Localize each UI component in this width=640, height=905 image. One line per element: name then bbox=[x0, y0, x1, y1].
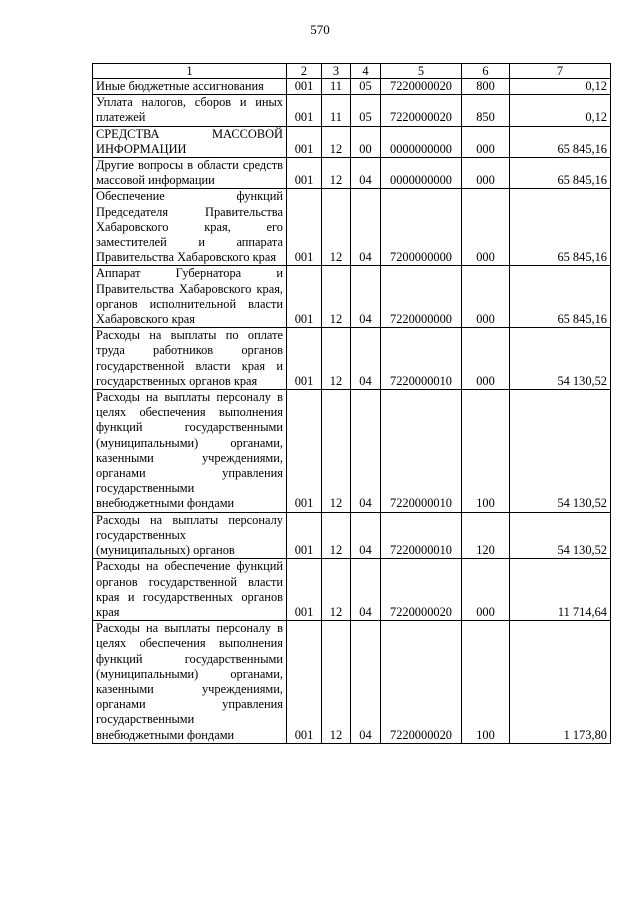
row-section-cell: 11 bbox=[322, 95, 351, 126]
table-header-row bbox=[93, 64, 611, 79]
row-target-article-cell: 7220000020 bbox=[381, 79, 462, 95]
header-cell: 4 bbox=[351, 64, 381, 79]
row-name-cell bbox=[93, 559, 287, 621]
row-amount-cell: 54 130,52 bbox=[510, 328, 611, 390]
row-expense-type-cell: 000 bbox=[462, 328, 510, 390]
table-row bbox=[93, 512, 611, 559]
row-amount-cell: 11 714,64 bbox=[510, 559, 611, 621]
row-target-article-cell: 7220000020 bbox=[381, 559, 462, 621]
row-code-ministry-cell: 001 bbox=[287, 95, 322, 126]
row-name-cell bbox=[93, 390, 287, 513]
row-subsection-cell: 04 bbox=[351, 328, 381, 390]
row-target-article-cell: 0000000000 bbox=[381, 158, 462, 189]
row-name-cell bbox=[93, 95, 287, 126]
row-code-ministry-cell: 001 bbox=[287, 158, 322, 189]
row-subsection-cell: 04 bbox=[351, 158, 381, 189]
header-cell: 6 bbox=[462, 64, 510, 79]
row-target-article-cell: 7220000010 bbox=[381, 512, 462, 559]
row-target-article-cell: 7220000020 bbox=[381, 95, 462, 126]
row-code-ministry-cell: 001 bbox=[287, 126, 322, 157]
row-section-cell: 12 bbox=[322, 621, 351, 744]
row-section-cell: 12 bbox=[322, 158, 351, 189]
row-code-ministry-cell: 001 bbox=[287, 559, 322, 621]
row-amount-cell: 54 130,52 bbox=[510, 390, 611, 513]
row-subsection-cell: 04 bbox=[351, 390, 381, 513]
row-code-ministry-cell: 001 bbox=[287, 79, 322, 95]
row-amount-cell: 65 845,16 bbox=[510, 158, 611, 189]
row-section-cell: 12 bbox=[322, 390, 351, 513]
row-subsection-cell: 05 bbox=[351, 95, 381, 126]
row-amount-cell: 1 173,80 bbox=[510, 621, 611, 744]
table-row bbox=[93, 621, 611, 744]
budget-table bbox=[92, 63, 611, 744]
row-name-cell bbox=[93, 266, 287, 328]
row-name-text: Аппарат Губернатора и Правительства Хабаровского края, органов исполнительной власти Хабаровского края bbox=[96, 266, 283, 327]
row-target-article-cell: 7220000010 bbox=[381, 328, 462, 390]
row-name-text: Другие вопросы в области средств массовой информации bbox=[96, 158, 283, 188]
row-expense-type-cell: 000 bbox=[462, 266, 510, 328]
row-name-text: Расходы на обеспечение функций органов государственной власти края и государственных органов края bbox=[96, 559, 283, 619]
row-expense-type-cell: 000 bbox=[462, 189, 510, 266]
row-name-cell bbox=[93, 512, 287, 559]
row-expense-type-cell: 100 bbox=[462, 621, 510, 744]
row-code-ministry-cell: 001 bbox=[287, 621, 322, 744]
row-section-cell: 12 bbox=[322, 512, 351, 559]
table-row bbox=[93, 79, 611, 95]
row-name-cell bbox=[93, 158, 287, 189]
table-row bbox=[93, 95, 611, 126]
row-section-cell: 12 bbox=[322, 559, 351, 621]
row-subsection-cell: 04 bbox=[351, 512, 381, 559]
row-name-text: СРЕДСТВА МАССОВОЙ ИНФОРМАЦИИ bbox=[96, 126, 283, 156]
row-target-article-cell: 7220000010 bbox=[381, 390, 462, 513]
row-expense-type-cell: 800 bbox=[462, 79, 510, 95]
row-subsection-cell: 04 bbox=[351, 621, 381, 744]
row-name-text: Расходы на выплаты персоналу в целях обеспечения выполнения функций государственными (муниципальными) органами, казенными учреждениями, органами управления государственными внебюджетными фондами bbox=[96, 390, 283, 511]
row-name-text: Расходы на выплаты персоналу в целях обеспечения выполнения функций государственными (муниципальными) органами, казенными учреждениями, органами управления государственными внебюджетными фондами bbox=[96, 621, 283, 742]
row-name-cell bbox=[93, 189, 287, 266]
row-name-cell bbox=[93, 79, 287, 95]
row-name-text: Расходы на выплаты по оплате труда работников органов государственной власти края и государственных органов края bbox=[96, 328, 283, 388]
row-amount-cell: 65 845,16 bbox=[510, 189, 611, 266]
row-section-cell: 12 bbox=[322, 328, 351, 390]
row-target-article-cell: 7220000000 bbox=[381, 266, 462, 328]
row-expense-type-cell: 100 bbox=[462, 390, 510, 513]
table-row bbox=[93, 328, 611, 390]
row-section-cell: 11 bbox=[322, 79, 351, 95]
table-row bbox=[93, 126, 611, 157]
row-subsection-cell: 05 bbox=[351, 79, 381, 95]
table-row bbox=[93, 158, 611, 189]
row-subsection-cell: 04 bbox=[351, 559, 381, 621]
row-section-cell: 12 bbox=[322, 126, 351, 157]
row-target-article-cell: 0000000000 bbox=[381, 126, 462, 157]
row-expense-type-cell: 000 bbox=[462, 559, 510, 621]
row-name-text: Иные бюджетные ассигнования bbox=[96, 79, 264, 93]
header-cell: 7 bbox=[510, 64, 611, 79]
row-code-ministry-cell: 001 bbox=[287, 328, 322, 390]
row-amount-cell: 0,12 bbox=[510, 95, 611, 126]
row-code-ministry-cell: 001 bbox=[287, 189, 322, 266]
table-row bbox=[93, 390, 611, 513]
table-row bbox=[93, 559, 611, 621]
row-name-cell bbox=[93, 621, 287, 744]
table-row bbox=[93, 189, 611, 266]
row-target-article-cell: 7220000020 bbox=[381, 621, 462, 744]
header-cell: 2 bbox=[287, 64, 322, 79]
row-code-ministry-cell: 001 bbox=[287, 512, 322, 559]
row-code-ministry-cell: 001 bbox=[287, 390, 322, 513]
row-expense-type-cell: 000 bbox=[462, 158, 510, 189]
row-expense-type-cell: 000 bbox=[462, 126, 510, 157]
header-cell: 5 bbox=[381, 64, 462, 79]
row-section-cell: 12 bbox=[322, 189, 351, 266]
row-name-text: Обеспечение функций Председателя Правительства Хабаровского края, его заместителей и аппарата Правительства Хабаровского края bbox=[96, 189, 283, 265]
row-amount-cell: 65 845,16 bbox=[510, 266, 611, 328]
row-target-article-cell: 7200000000 bbox=[381, 189, 462, 266]
header-cell: 1 bbox=[93, 64, 287, 79]
row-subsection-cell: 04 bbox=[351, 266, 381, 328]
row-section-cell: 12 bbox=[322, 266, 351, 328]
table-row bbox=[93, 266, 611, 328]
row-expense-type-cell: 120 bbox=[462, 512, 510, 559]
row-amount-cell: 54 130,52 bbox=[510, 512, 611, 559]
row-subsection-cell: 00 bbox=[351, 126, 381, 157]
row-expense-type-cell: 850 bbox=[462, 95, 510, 126]
header-cell: 3 bbox=[322, 64, 351, 79]
row-name-text: Расходы на выплаты персоналу государственных (муниципальных) органов bbox=[96, 512, 283, 558]
row-amount-cell: 65 845,16 bbox=[510, 126, 611, 157]
row-amount-cell: 0,12 bbox=[510, 79, 611, 95]
row-name-cell bbox=[93, 126, 287, 157]
row-name-cell bbox=[93, 328, 287, 390]
row-name-text: Уплата налогов, сборов и иных платежей bbox=[96, 95, 283, 125]
row-subsection-cell: 04 bbox=[351, 189, 381, 266]
page-number: 570 bbox=[310, 22, 330, 37]
row-code-ministry-cell: 001 bbox=[287, 266, 322, 328]
